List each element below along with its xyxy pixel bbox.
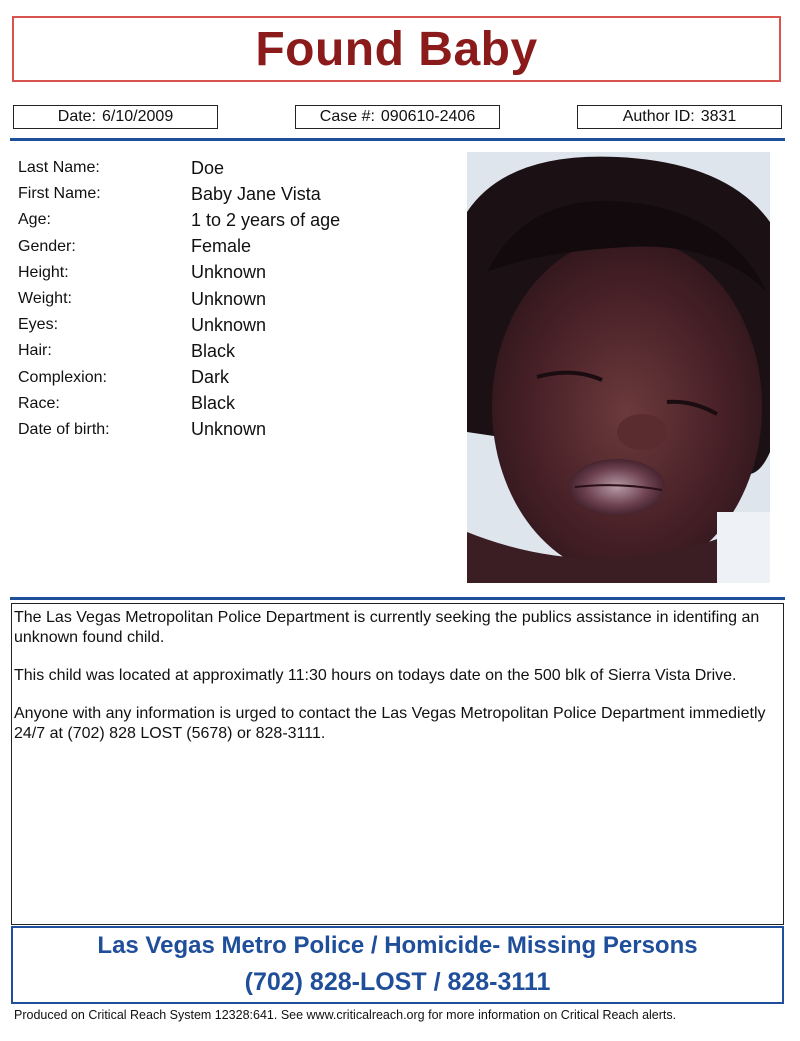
field-label: Height: bbox=[18, 263, 69, 281]
field-row bbox=[18, 312, 458, 338]
field-label: Date of birth: bbox=[18, 420, 110, 438]
date-label: Date: bbox=[57, 108, 97, 125]
description-paragraph: This child was located at approximatly 11:30 hours on todays date on the 500 blk of Sierra Vista Drive. bbox=[14, 667, 737, 684]
field-label: Race: bbox=[18, 394, 60, 412]
description-box bbox=[11, 603, 784, 925]
field-row bbox=[18, 155, 458, 181]
case-label: Case #: bbox=[319, 108, 375, 125]
produced-by-note: Produced on Critical Reach System 12328:641. See www.criticalreach.org for more information on Critical Reach alerts. bbox=[14, 1008, 677, 1022]
field-value: Black bbox=[191, 340, 236, 361]
field-value: Black bbox=[191, 393, 236, 414]
date-box bbox=[13, 105, 218, 129]
case-value: 090610-2406 bbox=[380, 108, 476, 125]
field-row bbox=[18, 417, 458, 443]
field-value: Baby Jane Vista bbox=[191, 183, 321, 204]
field-label: Complexion: bbox=[18, 368, 107, 386]
phone-line: (702) 828-LOST / 828-3111 bbox=[244, 968, 551, 996]
field-row bbox=[18, 338, 458, 364]
field-label: Weight: bbox=[18, 290, 72, 308]
field-label: Gender: bbox=[18, 237, 76, 255]
author-id-box bbox=[577, 105, 782, 129]
header-divider bbox=[10, 138, 785, 141]
description-paragraph: The Las Vegas Metropolitan Police Department is currently seeking the publics assistance in identifing an unknown found child. bbox=[14, 609, 760, 646]
agency-line: Las Vegas Metro Police / Homicide- Missing Persons bbox=[97, 932, 698, 959]
field-label: Hair: bbox=[18, 342, 52, 360]
field-row bbox=[18, 260, 458, 286]
field-label: Last Name: bbox=[18, 159, 100, 177]
field-value: Dark bbox=[191, 367, 230, 388]
date-value: 6/10/2009 bbox=[102, 108, 174, 125]
field-value: Unknown bbox=[191, 262, 267, 283]
field-row bbox=[18, 286, 458, 312]
page-title: Found Baby bbox=[255, 22, 538, 76]
author-label: Author ID: bbox=[622, 108, 695, 125]
field-value: Female bbox=[191, 236, 252, 257]
details-list bbox=[18, 155, 458, 443]
field-row bbox=[18, 365, 458, 391]
case-number-box bbox=[295, 105, 500, 129]
field-value: Unknown bbox=[191, 419, 267, 440]
child-photo-illustration bbox=[467, 152, 770, 583]
section-divider bbox=[10, 597, 785, 600]
field-label: First Name: bbox=[18, 185, 101, 203]
contact-footer bbox=[11, 926, 784, 1004]
title-banner bbox=[12, 16, 781, 82]
field-label: Eyes: bbox=[18, 316, 59, 334]
field-label: Age: bbox=[18, 211, 51, 229]
field-value: Doe bbox=[191, 157, 225, 178]
field-value: 1 to 2 years of age bbox=[191, 209, 341, 230]
field-row bbox=[18, 234, 458, 260]
field-value: Unknown bbox=[191, 314, 267, 335]
field-row bbox=[18, 181, 458, 207]
description-paragraph: Anyone with any information is urged to contact the Las Vegas Metropolitan Police Department immedietly 24/7 at (702) 828 LOST (5678) or 828-3111. bbox=[14, 705, 766, 742]
field-row bbox=[18, 207, 458, 233]
field-value: Unknown bbox=[191, 288, 267, 309]
author-value: 3831 bbox=[700, 108, 737, 125]
child-photo bbox=[467, 152, 770, 583]
field-row bbox=[18, 391, 458, 417]
